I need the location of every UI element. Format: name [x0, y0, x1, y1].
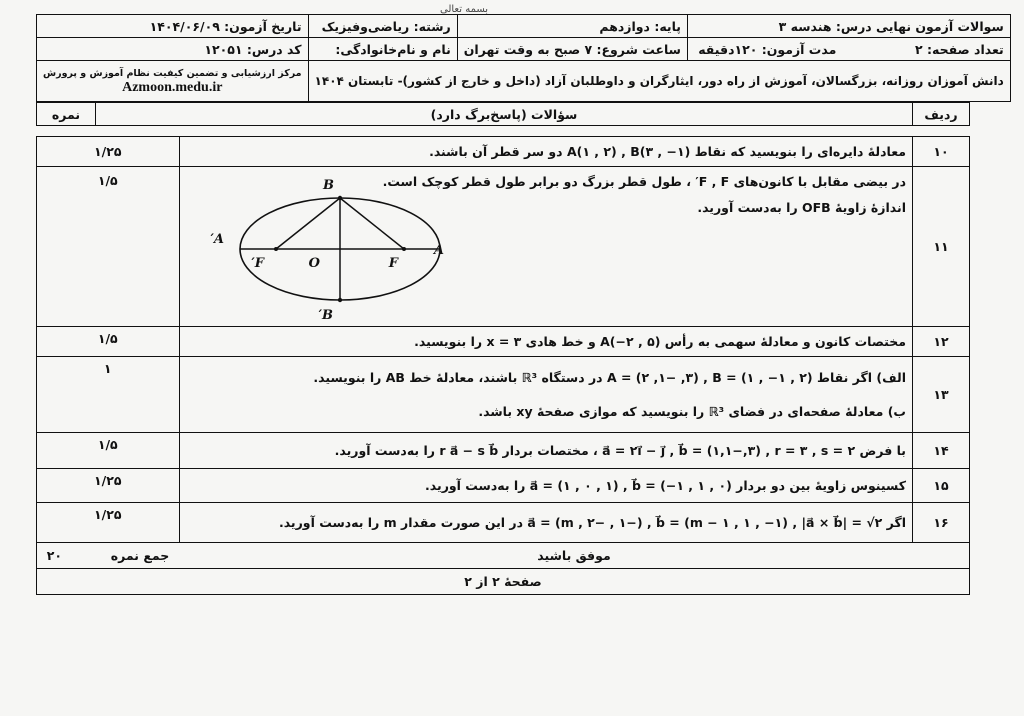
- label-o: O: [308, 256, 320, 271]
- label-a: A: [433, 243, 444, 258]
- point-b: [337, 196, 341, 200]
- page-count-duration: [687, 38, 1010, 61]
- total-box: [37, 543, 180, 569]
- question-score: ۱: [37, 357, 180, 433]
- point-b-prime: [337, 298, 341, 302]
- point-f: [402, 247, 406, 251]
- label-b: B: [322, 178, 334, 193]
- question-text: الف) اگر نقاط A = (۲ ,۱− ,۳) , B = (۱ , −۱ , ۲) در دستگاه ℝ³ باشند، معادلهٔ خط AB را بنویسید. ب) معادلهٔ صفحه‌ای در فضای ℝ³ را بنویسید که موازی صفحهٔ xy باشد.: [179, 357, 913, 433]
- question-row: [37, 327, 970, 357]
- question-row: [37, 433, 970, 469]
- course-code: کد درس: ۱۲۰۵۱: [37, 38, 309, 61]
- site-url: Azmoon.medu.ir: [122, 79, 223, 95]
- audience: دانش آموزان روزانه، بزرگسالان، آموزش از راه دور، ایثارگران و داوطلبان آزاد (داخل و خارج از کشور)- تابستان ۱۴۰۴: [308, 61, 1010, 102]
- question-score: ۱/۵: [37, 167, 180, 327]
- question-text: در بیضی مقابل با کانون‌های F , F′ ، طول قطر بزرگ دو برابر طول قطر کوچک است. اندازهٔ زاویهٔ OFB را به‌دست آورید. B A′ F′ O F A B′: [179, 167, 913, 327]
- col-row: ردیف: [913, 103, 970, 126]
- exam-title: سوالات آزمون نهایی درس: هندسه ۳: [687, 15, 1010, 38]
- question-score: ۱/۵: [37, 433, 180, 469]
- question-row: [37, 167, 970, 327]
- question-number: ۱۶: [913, 503, 970, 543]
- top-mark: بسمه تعالی: [440, 4, 489, 15]
- page-count: تعداد صفحه: ۲: [915, 41, 1004, 57]
- grade: پایه: دوازدهم: [457, 15, 687, 38]
- question-row: [37, 357, 970, 433]
- org-box: [37, 61, 309, 102]
- question-number: ۱۱: [913, 167, 970, 327]
- question-number: ۱۲: [913, 327, 970, 357]
- org-name: مرکز ارزشیابی و تضمین کیفیت نظام آموزش و پرورش: [43, 67, 302, 79]
- question-text: مختصات کانون و معادلهٔ سهمی به رأس A(−۲ , ۵) و خط هادی x = ۳ را بنویسید.: [179, 327, 913, 357]
- good-luck: موفق باشید: [179, 543, 970, 569]
- question-text: معادلهٔ دایره‌ای را بنویسید که نقاط A(۱ , ۲) , B(۳ , −۱) دو سر قطر آن باشند.: [179, 137, 913, 167]
- exam-date: تاریخ آزمون: ۱۴۰۴/۰۶/۰۹: [37, 15, 309, 38]
- field: رشته: ریاضی‌وفیزیک: [308, 15, 457, 38]
- duration: مدت آزمون: ۱۲۰دقیقه: [698, 41, 837, 57]
- questions-table: [36, 136, 970, 595]
- question-text: با فرض a⃗ = ۲i⃗ − j⃗ , b⃗ = (۱,۱−,۳) , r = ۳ , s = ۲ ، مختصات بردار r a⃗ − s b⃗ را به‌دست آورید.: [179, 433, 913, 469]
- question-score: ۱/۲۵: [37, 137, 180, 167]
- start-time: ساعت شروع: ۷ صبح به وقت تهران: [457, 38, 687, 61]
- question-row: [37, 503, 970, 543]
- question-score: ۱/۵: [37, 327, 180, 357]
- question-number: ۱۴: [913, 433, 970, 469]
- exam-header-table: [36, 14, 1011, 102]
- question-score: ۱/۲۵: [37, 469, 180, 503]
- question-text: کسینوس زاویهٔ بین دو بردار a⃗ = (۱ , ۰ , ۱) , b⃗ = (−۱ , ۱ , ۰) را به‌دست آورید.: [179, 469, 913, 503]
- ellipse-figure: [209, 169, 470, 324]
- label-f-prime: F′: [250, 256, 264, 271]
- label-f: F: [388, 256, 398, 271]
- name-label: نام و نام‌خانوادگی:: [308, 38, 457, 61]
- question-number: ۱۵: [913, 469, 970, 503]
- col-questions: سؤالات (پاسخ‌برگ دارد): [96, 103, 913, 126]
- footer-row: [37, 543, 970, 569]
- total-score: ۲۰: [46, 548, 63, 563]
- label-a-prime: A′: [209, 232, 224, 247]
- question-number: ۱۳: [913, 357, 970, 433]
- label-b-prime: B′: [318, 308, 333, 323]
- question-number: ۱۰: [913, 137, 970, 167]
- point-f-prime: [274, 247, 278, 251]
- question-row: [37, 469, 970, 503]
- page-number: صفحهٔ ۲ از ۲: [37, 569, 970, 595]
- total-label: جمع نمره: [110, 548, 170, 563]
- question-row: [37, 137, 970, 167]
- column-header-table: [36, 102, 970, 126]
- col-score: نمره: [37, 103, 96, 126]
- question-text: اگر a⃗ = (m , ۲− , ۱−) , b⃗ = (m − ۱ , ۱ , −۱) , |a⃗ × b⃗| = √۲ در این صورت مقدار m را به‌دست آورید.: [179, 503, 913, 543]
- exam-page: [36, 14, 1004, 690]
- question-score: ۱/۲۵: [37, 503, 180, 543]
